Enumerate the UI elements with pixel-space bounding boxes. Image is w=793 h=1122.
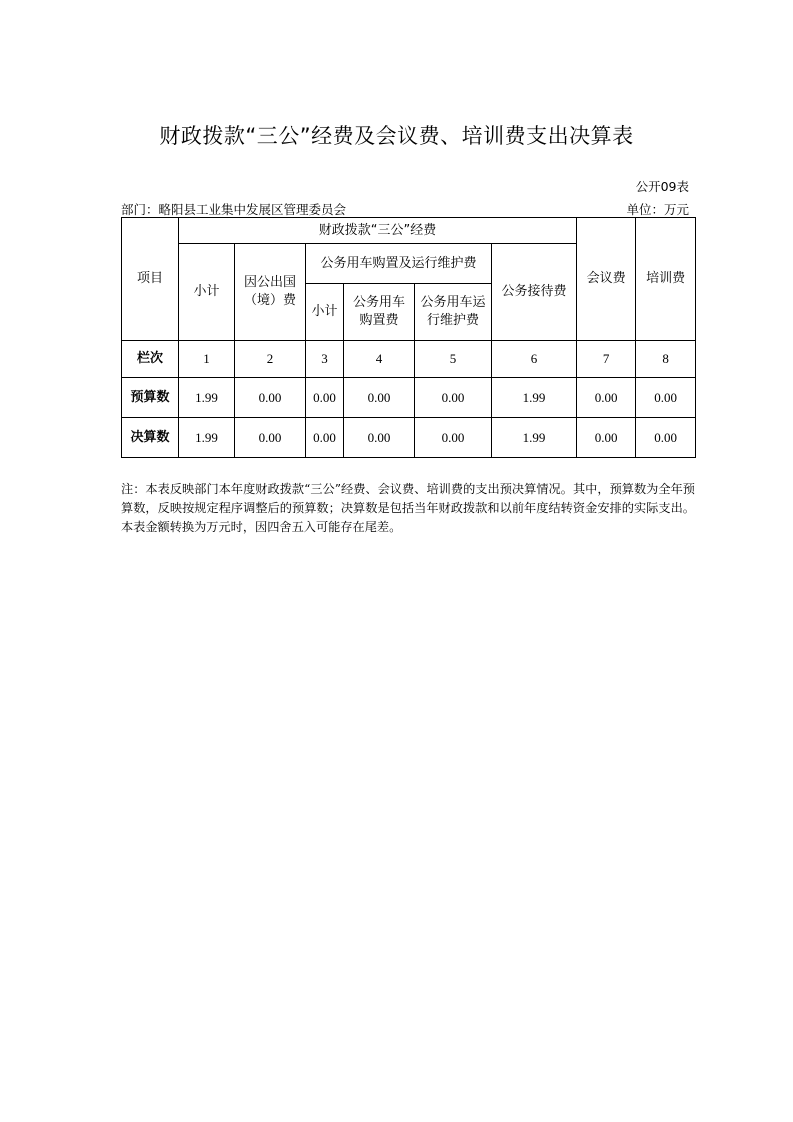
header-training: 培训费: [636, 218, 696, 341]
table-row-budget: [122, 378, 696, 418]
table-cell: 0.00: [577, 418, 636, 458]
header-vehicle-subtotal: 小计: [306, 284, 344, 341]
header-vehicle-maintenance: 公务用车运行维护费: [415, 284, 492, 341]
column-number: 5: [415, 341, 492, 378]
table-cell: 1.99: [179, 378, 235, 418]
table-cell: 0.00: [415, 378, 492, 418]
column-number: 2: [235, 341, 306, 378]
table-cell: 1.99: [179, 418, 235, 458]
footnote: 注：本表反映部门本年度财政拨款“三公”经费、会议费、培训费的支出预决算情况。其中，预算数为全年预算数，反映按规定程序调整后的预算数；决算数是包括当年财政拨款和以前年度结转资金安排的实际支出。本表金额转换为万元时，因四舍五入可能存在尾差。: [121, 482, 695, 534]
table-cell: 0.00: [306, 378, 344, 418]
table-row-final: [122, 418, 696, 458]
header-reception: 公务接待费: [492, 244, 577, 341]
table-cell: 0.00: [235, 378, 306, 418]
header-subtotal: 小计: [179, 244, 235, 341]
table-cell: 0.00: [415, 418, 492, 458]
header-vehicle-purchase: 公务用车购置费: [344, 284, 415, 341]
column-number: 1: [179, 341, 235, 378]
department-label: 部门：略阳县工业集中发展区管理委员会: [121, 202, 347, 217]
header-abroad: 因公出国（境）费: [235, 244, 306, 341]
column-number: 4: [344, 341, 415, 378]
expenditure-table: [121, 217, 696, 458]
table-cell: 0.00: [306, 418, 344, 458]
header-sangong-group: 财政拨款“三公”经费: [179, 218, 577, 244]
table-cell: 0.00: [235, 418, 306, 458]
table-cell: 0.00: [636, 418, 696, 458]
column-number-label: 栏次: [122, 341, 179, 378]
header-meeting: 会议费: [577, 218, 636, 341]
table-cell: 1.99: [492, 378, 577, 418]
form-number: 公开09表: [635, 179, 689, 194]
row-label-final: 决算数: [122, 418, 179, 458]
column-number: 6: [492, 341, 577, 378]
column-number: 8: [636, 341, 696, 378]
column-number: 7: [577, 341, 636, 378]
row-label-budget: 预算数: [122, 378, 179, 418]
table-cell: 0.00: [577, 378, 636, 418]
table-cell: 0.00: [344, 418, 415, 458]
table-cell: 1.99: [492, 418, 577, 458]
header-vehicle-group: 公务用车购置及运行维护费: [306, 244, 492, 284]
page-title: 财政拨款“三公”经费及会议费、培训费支出决算表: [159, 124, 634, 148]
table-cell: 0.00: [344, 378, 415, 418]
table-cell: 0.00: [636, 378, 696, 418]
unit-label: 单位：万元: [626, 202, 689, 217]
header-item: 项目: [122, 218, 179, 341]
column-number: 3: [306, 341, 344, 378]
